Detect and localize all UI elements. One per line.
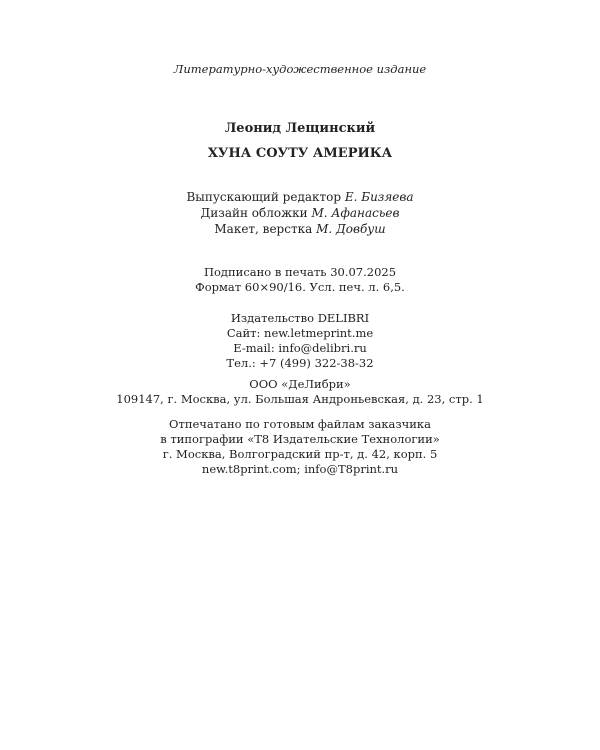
- credit-layout: [0, 222, 600, 237]
- edition-type: Литературно-художественное издание: [173, 62, 427, 76]
- author-name: Леонид Лещинский: [224, 121, 376, 136]
- printer-line-4: new.t8print.com; info@T8print.ru: [201, 462, 399, 476]
- print-format: Формат 60×90/16. Усл. печ. л. 6,5.: [195, 280, 405, 294]
- credit-cover-name: М. Афанасьев: [311, 206, 400, 220]
- print-signed: Подписано в печать 30.07.2025: [203, 265, 397, 279]
- credit-editor-name: Е. Бизяева: [344, 190, 414, 204]
- company-address: 109147, г. Москва, ул. Большая Андроньевская, д. 23, стр. 1: [116, 392, 484, 406]
- company-name: ООО «ДеЛибри»: [249, 377, 351, 391]
- credit-layout-label: Макет, верстка: [214, 222, 313, 236]
- credit-layout-name: М. Довбуш: [316, 222, 386, 236]
- credit-cover-label: Дизайн обложки: [200, 206, 308, 220]
- credit-editor-label: Выпускающий редактор: [186, 190, 342, 204]
- credit-editor: [0, 190, 600, 205]
- book-title: ХУНА СОУТУ АМЕРИКА: [207, 146, 393, 161]
- credit-cover: [0, 206, 600, 221]
- publisher-phone: Тел.: +7 (499) 322-38-32: [226, 356, 374, 370]
- printer-line-3: г. Москва, Волгоградский пр-т, д. 42, корп. 5: [162, 447, 438, 461]
- publisher-name: Издательство DELIBRI: [230, 311, 370, 325]
- publisher-site: Сайт: new.letmeprint.me: [226, 326, 374, 340]
- publisher-email: E-mail: info@delibri.ru: [233, 341, 367, 355]
- printer-line-2: в типографии «T8 Издательские Технологии»: [160, 432, 440, 446]
- printer-line-1: Отпечатано по готовым файлам заказчика: [169, 417, 431, 431]
